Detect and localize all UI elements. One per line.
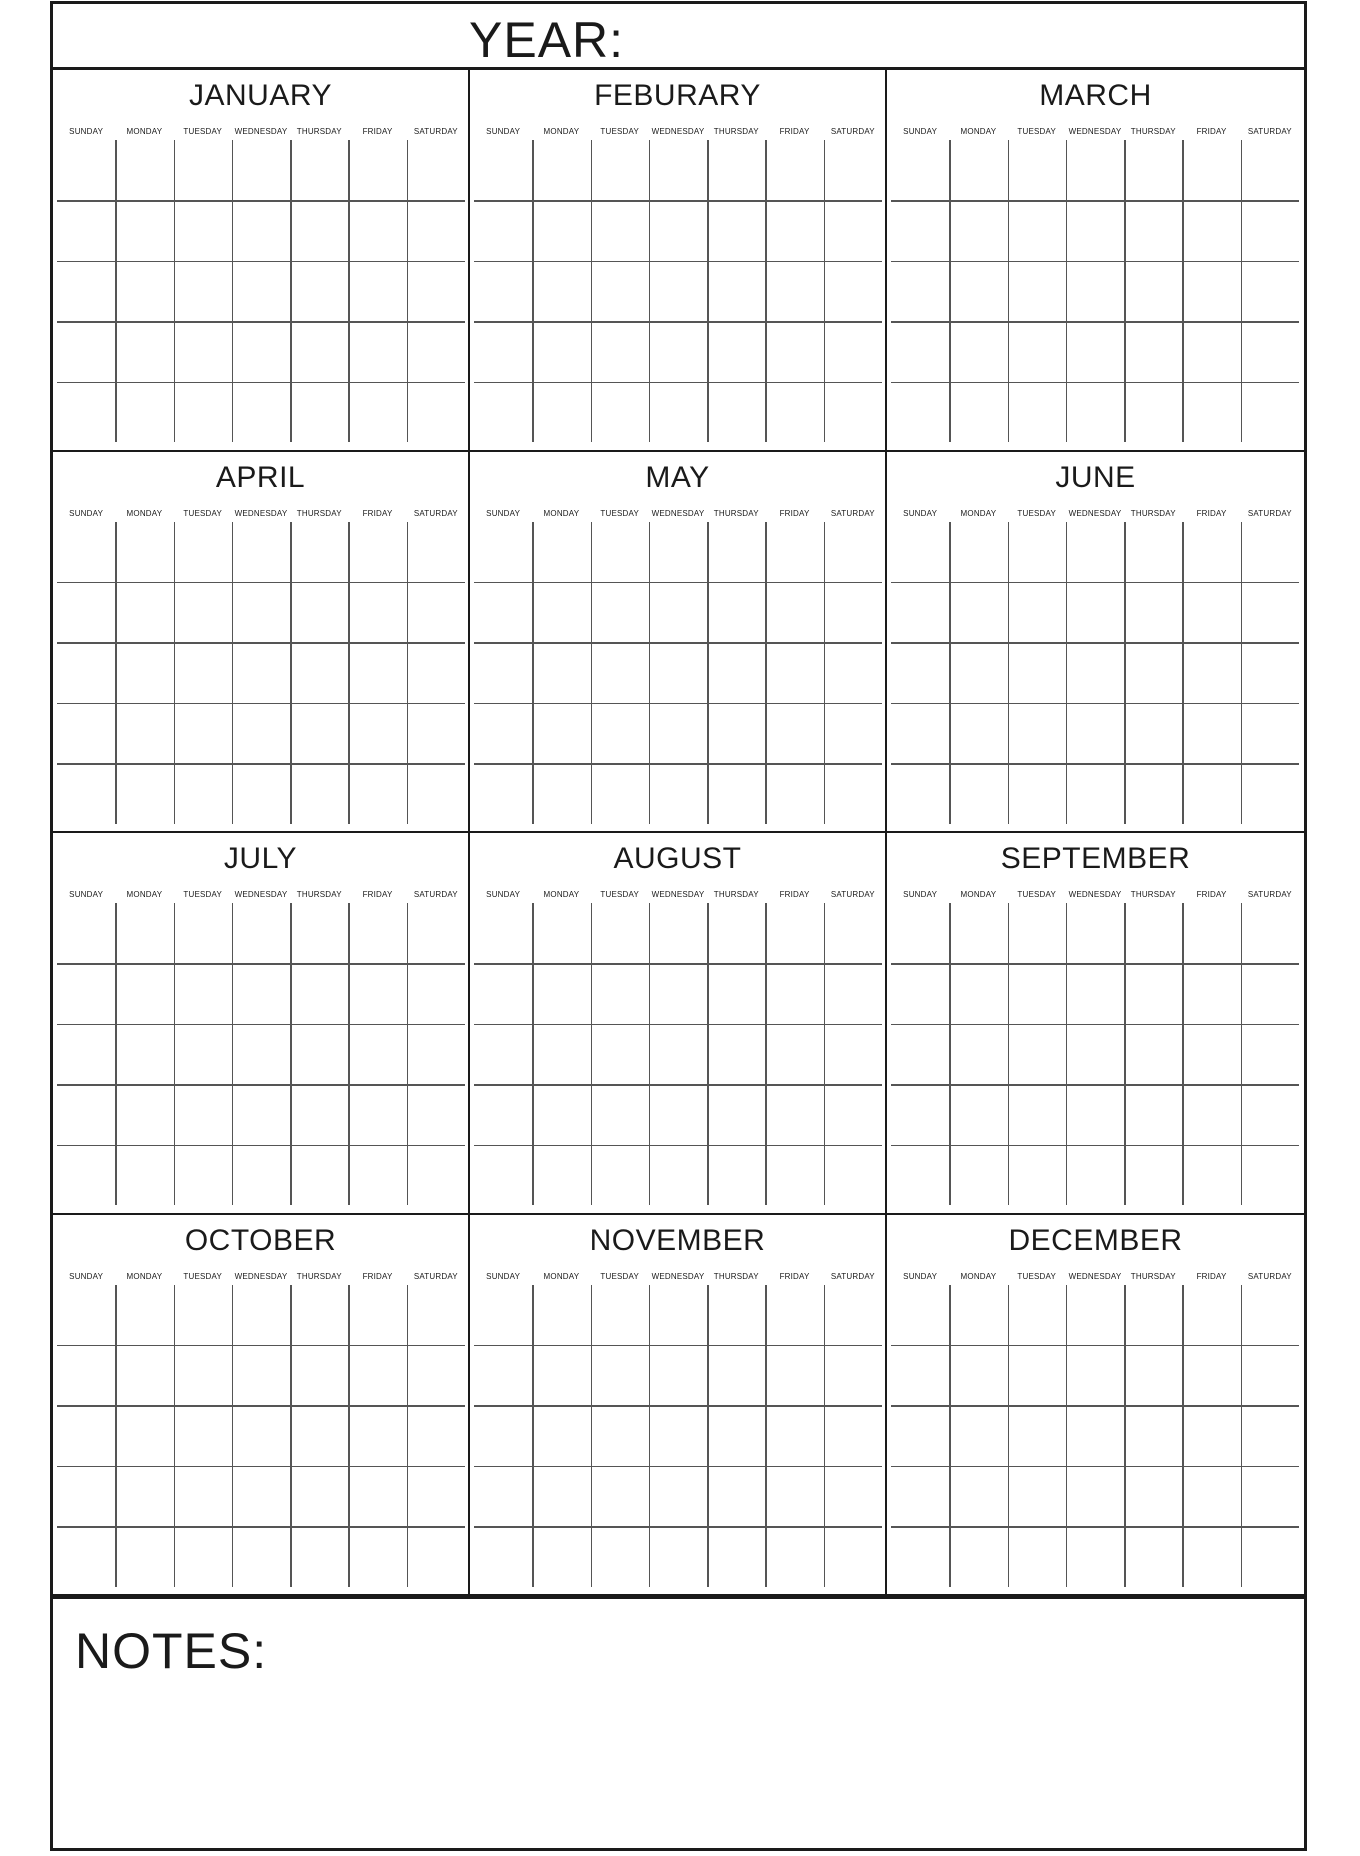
day-column-divider [707, 522, 709, 824]
month-block-march [887, 70, 1304, 452]
week-row-divider [891, 1145, 1299, 1147]
weekday-header-row [891, 1271, 1299, 1283]
week-row-divider [891, 1466, 1299, 1468]
weekday-label: WEDNESDAY [1068, 508, 1122, 518]
day-column-divider [707, 140, 709, 442]
weekday-label: FRIDAY [779, 127, 810, 136]
weekday-header-row [891, 889, 1299, 901]
day-grid [57, 140, 465, 442]
week-row-divider [474, 321, 882, 323]
day-grid [891, 140, 1299, 442]
day-column-divider [174, 903, 176, 1205]
weekday-label: SATURDAY [830, 890, 875, 899]
month-title: AUGUST [613, 842, 742, 875]
week-row-divider [891, 321, 1299, 323]
weekday-label: TUESDAY [183, 127, 222, 136]
weekday-label: SUNDAY [69, 127, 104, 136]
day-column-divider [532, 140, 534, 442]
month-title: MAY [645, 460, 710, 494]
day-column-divider [532, 522, 534, 824]
day-column-divider [824, 522, 826, 824]
weekday-label: SUNDAY [69, 890, 104, 899]
weekday-label: FRIDAY [362, 1271, 393, 1281]
weekday-label: SATURDAY [1247, 1271, 1292, 1281]
day-column-divider [949, 1285, 951, 1587]
week-row-divider [891, 582, 1299, 584]
day-column-divider [290, 903, 292, 1205]
weekday-label: THURSDAY [1130, 127, 1176, 136]
weekday-label: MONDAY [543, 508, 580, 518]
week-row-divider [891, 1526, 1299, 1528]
weekday-label: WEDNESDAY [234, 890, 288, 899]
day-column-divider [290, 522, 292, 824]
weekday-label: MONDAY [543, 1271, 580, 1281]
day-column-divider [532, 1285, 534, 1587]
weekday-label: TUESDAY [600, 508, 639, 518]
week-row-divider [474, 1405, 882, 1407]
day-column-divider [591, 140, 593, 442]
weekday-label: SATURDAY [830, 127, 875, 136]
week-row-divider [57, 321, 465, 323]
day-column-divider [1182, 903, 1184, 1205]
week-row-divider [57, 1526, 465, 1528]
weekday-label: MONDAY [543, 890, 580, 899]
weekday-label: FRIDAY [1196, 508, 1227, 518]
weekday-label: SATURDAY [1247, 890, 1292, 899]
week-row-divider [474, 261, 882, 263]
day-column-divider [174, 522, 176, 824]
weekday-label: WEDNESDAY [234, 508, 288, 518]
weekday-header-row [474, 508, 882, 520]
month-title: FEBURARY [594, 79, 761, 112]
day-grid [891, 1285, 1299, 1587]
day-column-divider [1066, 140, 1068, 442]
day-column-divider [949, 903, 951, 1205]
day-column-divider [348, 1285, 350, 1587]
weekday-label: THURSDAY [1130, 890, 1176, 899]
day-column-divider [1241, 522, 1243, 824]
weekday-label: THURSDAY [296, 1271, 342, 1281]
week-row-divider [474, 1024, 882, 1026]
week-row-divider [891, 200, 1299, 202]
month-block-december [887, 1215, 1304, 1597]
weekday-label: THURSDAY [296, 508, 342, 518]
week-row-divider [474, 703, 882, 705]
day-column-divider [348, 522, 350, 824]
weekday-label: SUNDAY [69, 508, 104, 518]
week-row-divider [474, 1345, 882, 1347]
day-column-divider [1066, 522, 1068, 824]
day-column-divider [232, 1285, 234, 1587]
weekday-header-row [474, 1271, 882, 1283]
yearly-calendar-sheet [50, 1, 1307, 1851]
weekday-label: WEDNESDAY [1068, 890, 1122, 899]
day-grid [57, 903, 465, 1205]
weekday-label: SATURDAY [830, 508, 875, 518]
weekday-label: THURSDAY [713, 890, 759, 899]
month-block-june [887, 452, 1304, 834]
week-row-divider [474, 582, 882, 584]
weekday-label: MONDAY [960, 508, 997, 518]
day-column-divider [1241, 140, 1243, 442]
week-row-divider [57, 1405, 465, 1407]
week-row-divider [891, 1345, 1299, 1347]
day-column-divider [949, 140, 951, 442]
week-row-divider [57, 703, 465, 705]
weekday-label: WEDNESDAY [651, 508, 705, 518]
weekday-label: SUNDAY [903, 1271, 938, 1281]
day-column-divider [765, 903, 767, 1205]
day-grid [891, 903, 1299, 1205]
day-column-divider [1182, 522, 1184, 824]
day-column-divider [1066, 903, 1068, 1205]
month-block-feburary [470, 70, 887, 452]
month-title: JUNE [1055, 460, 1136, 494]
day-column-divider [824, 140, 826, 442]
week-row-divider [57, 1145, 465, 1147]
week-row-divider [474, 642, 882, 644]
month-title: SEPTEMBER [1000, 842, 1191, 875]
weekday-label: FRIDAY [779, 1271, 810, 1281]
day-column-divider [1124, 522, 1126, 824]
weekday-label: WEDNESDAY [234, 1271, 288, 1281]
weekday-label: MONDAY [960, 1271, 997, 1281]
day-column-divider [407, 522, 409, 824]
week-row-divider [474, 1145, 882, 1147]
weekday-label: FRIDAY [362, 127, 393, 136]
weekday-label: TUESDAY [183, 508, 222, 518]
day-grid [474, 1285, 882, 1587]
day-column-divider [232, 140, 234, 442]
week-row-divider [891, 1084, 1299, 1086]
weekday-label: TUESDAY [600, 127, 639, 136]
weekday-label: SATURDAY [413, 890, 458, 899]
day-column-divider [1124, 1285, 1126, 1587]
weekday-label: WEDNESDAY [1068, 127, 1122, 136]
weekday-label: SUNDAY [69, 1271, 104, 1281]
day-column-divider [174, 140, 176, 442]
day-grid [474, 522, 882, 824]
week-row-divider [474, 963, 882, 965]
day-column-divider [115, 522, 117, 824]
weekday-label: SUNDAY [486, 1271, 521, 1281]
weekday-label: FRIDAY [1196, 1271, 1227, 1281]
weekday-header-row [891, 508, 1299, 520]
week-row-divider [57, 1345, 465, 1347]
day-column-divider [407, 140, 409, 442]
weekday-label: MONDAY [960, 127, 997, 136]
day-column-divider [174, 1285, 176, 1587]
day-column-divider [1008, 903, 1010, 1205]
week-row-divider [57, 582, 465, 584]
day-column-divider [707, 1285, 709, 1587]
month-title: OCTOBER [184, 1223, 337, 1257]
day-column-divider [1241, 903, 1243, 1205]
month-title: NOVEMBER [589, 1223, 766, 1257]
weekday-label: THURSDAY [1130, 1271, 1176, 1281]
day-grid [474, 903, 882, 1205]
week-row-divider [57, 261, 465, 263]
month-block-october [53, 1215, 470, 1597]
weekday-label: SATURDAY [413, 1271, 458, 1281]
week-row-divider [891, 1405, 1299, 1407]
weekday-label: FRIDAY [362, 890, 393, 899]
week-row-divider [474, 763, 882, 765]
day-column-divider [232, 522, 234, 824]
weekday-label: SATURDAY [1247, 508, 1292, 518]
weekday-header-row [57, 889, 465, 901]
weekday-label: WEDNESDAY [651, 890, 705, 899]
week-row-divider [891, 382, 1299, 384]
weekday-label: SUNDAY [903, 508, 938, 518]
weekday-label: THURSDAY [713, 127, 759, 136]
month-block-september [887, 833, 1304, 1215]
weekday-label: FRIDAY [779, 508, 810, 518]
weekday-label: TUESDAY [1017, 1271, 1056, 1281]
day-column-divider [591, 903, 593, 1205]
day-column-divider [532, 903, 534, 1205]
week-row-divider [891, 763, 1299, 765]
day-column-divider [1241, 1285, 1243, 1587]
month-title: DECEMBER [1008, 1223, 1183, 1257]
weekday-label: MONDAY [126, 127, 163, 136]
day-column-divider [290, 1285, 292, 1587]
weekday-label: MONDAY [960, 890, 997, 899]
week-row-divider [57, 1084, 465, 1086]
day-column-divider [1008, 140, 1010, 442]
month-block-august [470, 833, 887, 1215]
weekday-header-row [57, 126, 465, 138]
day-column-divider [765, 140, 767, 442]
week-row-divider [57, 1466, 465, 1468]
week-row-divider [474, 1466, 882, 1468]
notes-label: NOTES: [75, 1623, 268, 1679]
weekday-label: FRIDAY [779, 890, 810, 899]
day-column-divider [824, 903, 826, 1205]
weekday-header-row [474, 889, 882, 901]
day-column-divider [765, 1285, 767, 1587]
weekday-label: TUESDAY [600, 1271, 639, 1281]
day-column-divider [649, 1285, 651, 1587]
weekday-label: MONDAY [126, 508, 163, 518]
week-row-divider [891, 642, 1299, 644]
day-column-divider [765, 522, 767, 824]
week-row-divider [57, 200, 465, 202]
day-column-divider [591, 522, 593, 824]
day-column-divider [115, 140, 117, 442]
weekday-label: WEDNESDAY [651, 1271, 705, 1281]
week-row-divider [474, 1084, 882, 1086]
day-grid [891, 522, 1299, 824]
weekday-label: THURSDAY [713, 508, 759, 518]
month-block-july [53, 833, 470, 1215]
month-block-may [470, 452, 887, 834]
weekday-label: TUESDAY [183, 890, 222, 899]
notes-section [53, 1596, 1304, 1856]
weekday-label: SUNDAY [486, 508, 521, 518]
weekday-label: WEDNESDAY [651, 127, 705, 136]
day-column-divider [407, 903, 409, 1205]
weekday-label: TUESDAY [600, 890, 639, 899]
months-grid [53, 70, 1304, 1596]
weekday-label: SUNDAY [903, 127, 938, 136]
weekday-label: SUNDAY [486, 890, 521, 899]
week-row-divider [57, 1024, 465, 1026]
day-grid [57, 522, 465, 824]
weekday-header-row [57, 508, 465, 520]
weekday-label: TUESDAY [1017, 127, 1056, 136]
week-row-divider [474, 200, 882, 202]
weekday-label: THURSDAY [296, 890, 342, 899]
day-column-divider [591, 1285, 593, 1587]
day-column-divider [649, 903, 651, 1205]
weekday-header-row [474, 126, 882, 138]
weekday-label: THURSDAY [296, 127, 342, 136]
weekday-label: TUESDAY [183, 1271, 222, 1281]
weekday-header-row [891, 126, 1299, 138]
day-column-divider [1066, 1285, 1068, 1587]
month-title: JANUARY [189, 79, 332, 112]
day-column-divider [1124, 140, 1126, 442]
week-row-divider [891, 963, 1299, 965]
day-column-divider [1182, 1285, 1184, 1587]
weekday-label: SATURDAY [413, 508, 458, 518]
weekday-label: MONDAY [543, 127, 580, 136]
weekday-label: FRIDAY [1196, 890, 1227, 899]
week-row-divider [474, 382, 882, 384]
weekday-label: SATURDAY [1247, 127, 1292, 136]
weekday-label: THURSDAY [713, 1271, 759, 1281]
month-block-april [53, 452, 470, 834]
week-row-divider [891, 1024, 1299, 1026]
weekday-label: TUESDAY [1017, 890, 1056, 899]
weekday-label: WEDNESDAY [1068, 1271, 1122, 1281]
day-column-divider [115, 1285, 117, 1587]
day-column-divider [649, 522, 651, 824]
day-column-divider [290, 140, 292, 442]
day-column-divider [115, 903, 117, 1205]
day-column-divider [1008, 1285, 1010, 1587]
week-row-divider [891, 703, 1299, 705]
week-row-divider [891, 261, 1299, 263]
day-column-divider [1182, 140, 1184, 442]
year-label: YEAR: [469, 12, 625, 68]
day-column-divider [232, 903, 234, 1205]
day-column-divider [649, 140, 651, 442]
day-column-divider [348, 140, 350, 442]
month-title: JULY [223, 842, 298, 875]
month-block-november [470, 1215, 887, 1597]
day-column-divider [707, 903, 709, 1205]
weekday-label: MONDAY [126, 1271, 163, 1281]
weekday-label: TUESDAY [1017, 508, 1056, 518]
day-grid [57, 1285, 465, 1587]
weekday-label: WEDNESDAY [234, 127, 288, 136]
day-column-divider [1008, 522, 1010, 824]
week-row-divider [57, 382, 465, 384]
day-column-divider [1124, 903, 1126, 1205]
weekday-label: SUNDAY [486, 127, 521, 136]
weekday-label: MONDAY [126, 890, 163, 899]
month-title: APRIL [215, 460, 306, 494]
weekday-label: SATURDAY [413, 127, 458, 136]
day-column-divider [824, 1285, 826, 1587]
weekday-label: FRIDAY [1196, 127, 1227, 136]
month-block-january [53, 70, 470, 452]
weekday-label: SATURDAY [830, 1271, 875, 1281]
day-column-divider [348, 903, 350, 1205]
week-row-divider [57, 642, 465, 644]
weekday-label: SUNDAY [903, 890, 938, 899]
day-grid [474, 140, 882, 442]
weekday-label: FRIDAY [362, 508, 393, 518]
day-column-divider [949, 522, 951, 824]
weekday-label: THURSDAY [1130, 508, 1176, 518]
day-column-divider [407, 1285, 409, 1587]
week-row-divider [57, 763, 465, 765]
week-row-divider [57, 963, 465, 965]
year-header [53, 4, 1304, 70]
week-row-divider [474, 1526, 882, 1528]
weekday-header-row [57, 1271, 465, 1283]
month-title: MARCH [1039, 79, 1152, 112]
